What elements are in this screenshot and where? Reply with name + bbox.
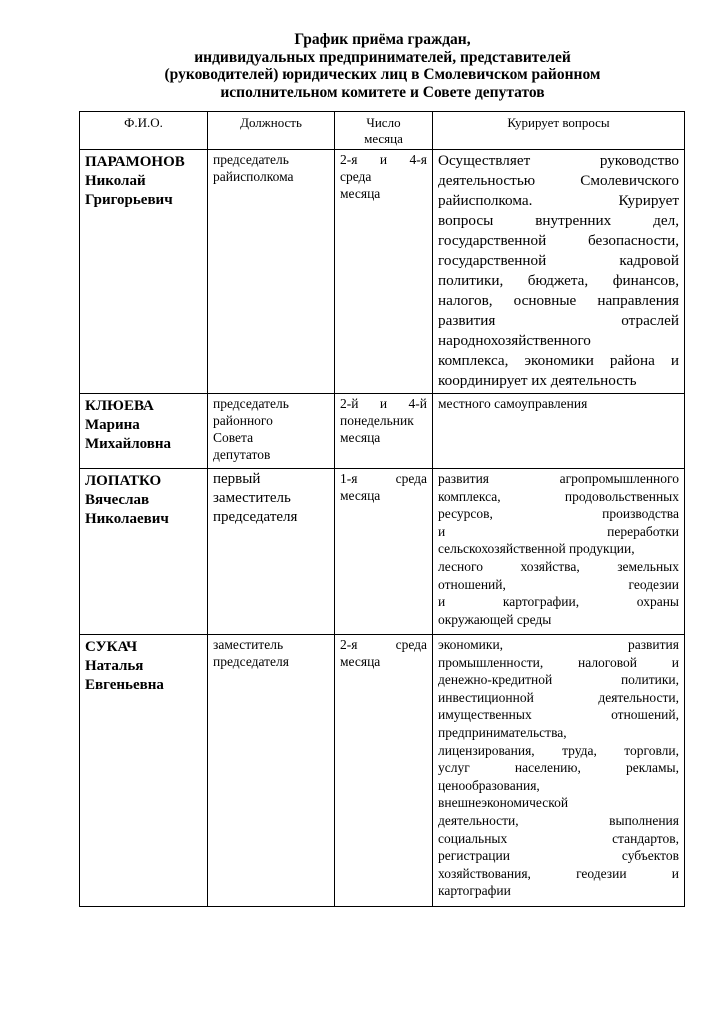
issues-line: и картографии, охраны <box>438 594 679 610</box>
cell-name <box>80 150 208 394</box>
table-row <box>80 469 685 635</box>
position-line: заместитель <box>213 490 291 506</box>
table-row <box>80 150 685 394</box>
issues-line: внешнеэкономической <box>438 795 569 811</box>
day-line: 2-я среда <box>340 637 427 652</box>
title-line: индивидуальных предпринимателей, представителей <box>194 48 571 66</box>
day-line: понедельник <box>340 413 414 428</box>
name-line: Николай <box>85 173 146 189</box>
issues-line: комплекса, продовольственных <box>438 488 679 504</box>
cell-day <box>335 469 433 635</box>
issues-line: комплекса, экономики района и <box>438 352 679 369</box>
issues-line: отношений, геодезии <box>438 576 679 592</box>
name-line: ПАРАМОНОВ <box>85 154 185 170</box>
issues-line: развития агропромышленного <box>438 471 679 486</box>
header-issues: Курирует вопросы <box>433 112 685 150</box>
position-line: первый <box>213 471 261 487</box>
cell-issues <box>433 635 685 907</box>
name-line: СУКАЧ <box>85 639 138 655</box>
issues-line: лесного хозяйства, земельных <box>438 558 679 574</box>
title-line: исполнительном комитете и Совете депутатов <box>220 83 545 101</box>
name-line: ЛОПАТКО <box>85 473 162 489</box>
issues-line: ценообразования, <box>438 777 540 793</box>
schedule-table <box>79 111 685 907</box>
header-day-line: месяца <box>364 131 403 146</box>
document-title <box>80 31 685 101</box>
issues-line: имущественных отношений, <box>438 707 679 723</box>
name-line: Евгеньевна <box>85 677 164 693</box>
position-line: председателя <box>213 509 298 525</box>
position-line: председателя <box>213 654 289 669</box>
cell-name <box>80 635 208 907</box>
name-line: КЛЮЕВА <box>85 398 154 414</box>
issues-line: картографии <box>438 883 511 899</box>
issues-line: деятельностью Смолевичского <box>438 172 679 189</box>
issues-line: координирует их деятельность <box>438 372 637 389</box>
issues-line: денежно-кредитной политики, <box>438 672 679 688</box>
day-line: месяца <box>340 430 381 445</box>
issues-line: вопросы внутренних дел, <box>438 212 679 229</box>
issues-line: развития отраслей <box>438 312 679 329</box>
name-line: Михайловна <box>85 436 172 452</box>
issues-line: услуг населению, рекламы, <box>438 760 679 776</box>
position-line: депутатов <box>213 447 271 462</box>
position-line: райисполкома <box>213 169 294 184</box>
title-line: График приёма граждан, <box>294 31 471 48</box>
name-line: Наталья <box>85 658 144 674</box>
day-line: месяца <box>340 186 381 201</box>
cell-position <box>208 469 335 635</box>
cell-issues <box>433 469 685 635</box>
day-line: среда <box>340 169 372 184</box>
cell-day <box>335 635 433 907</box>
header-day-line: Число <box>366 115 401 130</box>
position-line: председатель <box>213 152 289 167</box>
cell-name <box>80 469 208 635</box>
issues-line: промышленности, налоговой и <box>438 654 679 670</box>
issues-line: и переработки <box>438 523 679 539</box>
issues-line: государственной безопасности, <box>438 232 679 249</box>
day-line: 2-й и 4-й <box>340 396 427 411</box>
issues-line: предпринимательства, <box>438 724 567 740</box>
position-line: районного <box>213 413 273 428</box>
day-line: месяца <box>340 488 381 503</box>
name-line: Марина <box>85 417 140 433</box>
name-line: Григорьевич <box>85 192 173 208</box>
day-line: 2-я и 4-я <box>340 152 427 167</box>
position-line: заместитель <box>213 637 284 652</box>
issues-line: инвестиционной деятельности, <box>438 689 679 705</box>
cell-position <box>208 635 335 907</box>
cell-position <box>208 150 335 394</box>
table-row <box>80 394 685 469</box>
issues-line: местного самоуправления <box>438 396 588 411</box>
issues-line: сельскохозяйственной продукции, <box>438 541 635 557</box>
cell-day <box>335 394 433 469</box>
name-line: Вячеслав <box>85 492 150 508</box>
cell-day <box>335 150 433 394</box>
header-day <box>335 112 433 150</box>
issues-line: регистрации субъектов <box>438 848 679 864</box>
header-position: Должность <box>208 112 335 150</box>
issues-line: ресурсов, производства <box>438 506 679 522</box>
cell-position <box>208 394 335 469</box>
title-line: (руководителей) юридических лиц в Смолевичском районном <box>164 66 601 83</box>
day-line: 1-я среда <box>340 471 427 486</box>
issues-line: политики, бюджета, финансов, <box>438 272 679 289</box>
name-line: Николаевич <box>85 511 169 527</box>
header-name: Ф.И.О. <box>80 112 208 150</box>
position-line: председатель <box>213 396 289 411</box>
issues-line: народнохозяйственного <box>438 332 591 349</box>
issues-line: Осуществляет руководство <box>438 152 679 169</box>
issues-line: лицензирования, труда, торговли, <box>438 742 679 758</box>
issues-line: окружающей среды <box>438 611 552 627</box>
issues-line: райисполкома. Курирует <box>438 192 679 209</box>
cell-issues <box>433 394 685 469</box>
position-line: Совета <box>213 430 254 445</box>
issues-line: экономики, развития <box>438 637 679 652</box>
cell-issues <box>433 150 685 394</box>
issues-line: социальных стандартов, <box>438 830 679 846</box>
cell-name <box>80 394 208 469</box>
day-line: месяца <box>340 654 381 669</box>
issues-line: хозяйствования, геодезии и <box>438 865 679 881</box>
issues-line: государственной кадровой <box>438 252 679 269</box>
issues-line: налогов, основные направления <box>438 292 679 309</box>
issues-line: деятельности, выполнения <box>438 812 679 828</box>
table-row <box>80 635 685 907</box>
table-header-row <box>80 112 685 150</box>
